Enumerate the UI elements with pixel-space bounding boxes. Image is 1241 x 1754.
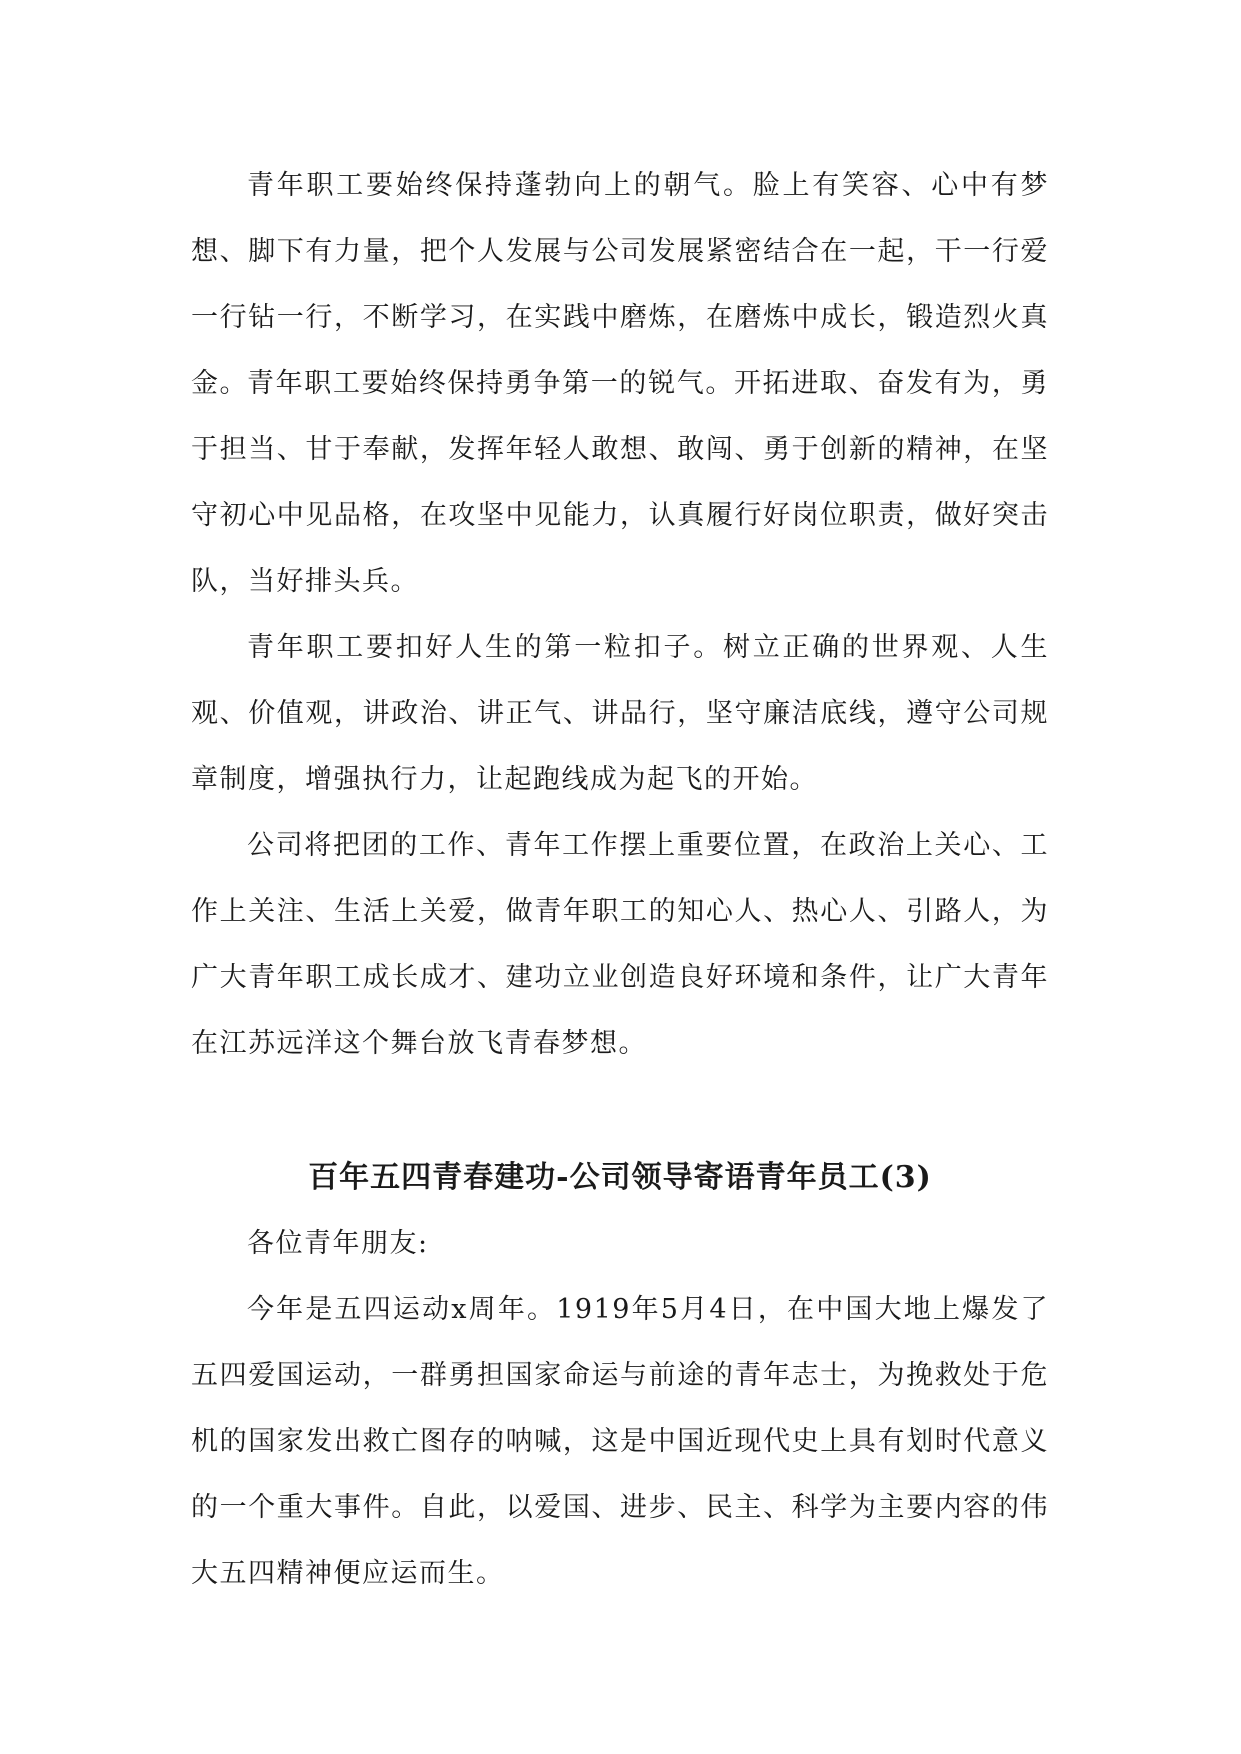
paragraph-first-button: 青年职工要扣好人生的第一粒扣子。树立正确的世界观、人生观、价值观，讲政治、讲正气、讲品行，坚守廉洁底线，遵守公司规章制度，增强执行力，让起跑线成为起飞的开始。: [191, 632, 1049, 795]
paragraph-company-commitment: 公司将把团的工作、青年工作摆上重要位置，在政治上关心、工作上关注、生活上关爱，做青年职工的知心人、热心人、引路人，为广大青年职工成长成才、建功立业创造良好环境和条件，让广大青年在江苏远洋这个舞台放飞青春梦想。: [191, 830, 1049, 1059]
paragraph-courage: 青年职工要始终保持勇争第一的锐气。开拓进取、奋发有为，勇于担当、甘于奉献，发挥年轻人敢想、敢闯、勇于创新的精神，在坚守初心中见品格，在攻坚中见能力，认真履行好岗位职责，做好突击队，当好排头兵。: [191, 368, 1049, 597]
paragraph-morale: 青年职工要始终保持蓬勃向上的朝气。脸上有笑容、心中有梦想、脚下有力量，把个人发展与公司发展紧密结合在一起，干一行爱一行钻一行，不断学习，在实践中磨炼，在磨炼中成长，锻造烈火真金。: [191, 170, 1049, 399]
section-title: 百年五四青春建功-公司领导寄语青年员工(3): [308, 1160, 932, 1195]
greeting: 各位青年朋友:: [247, 1228, 429, 1259]
paragraph-may-fourth: 今年是五四运动x周年。1919年5月4日，在中国大地上爆发了五四爱国运动，一群勇担国家命运与前途的青年志士，为挽救处于危机的国家发出救亡图存的呐喊，这是中国近现代史上具有划时代意义的一个重大事件。自此，以爱国、进步、民主、科学为主要内容的伟大五四精神便应运而生。: [191, 1294, 1049, 1589]
